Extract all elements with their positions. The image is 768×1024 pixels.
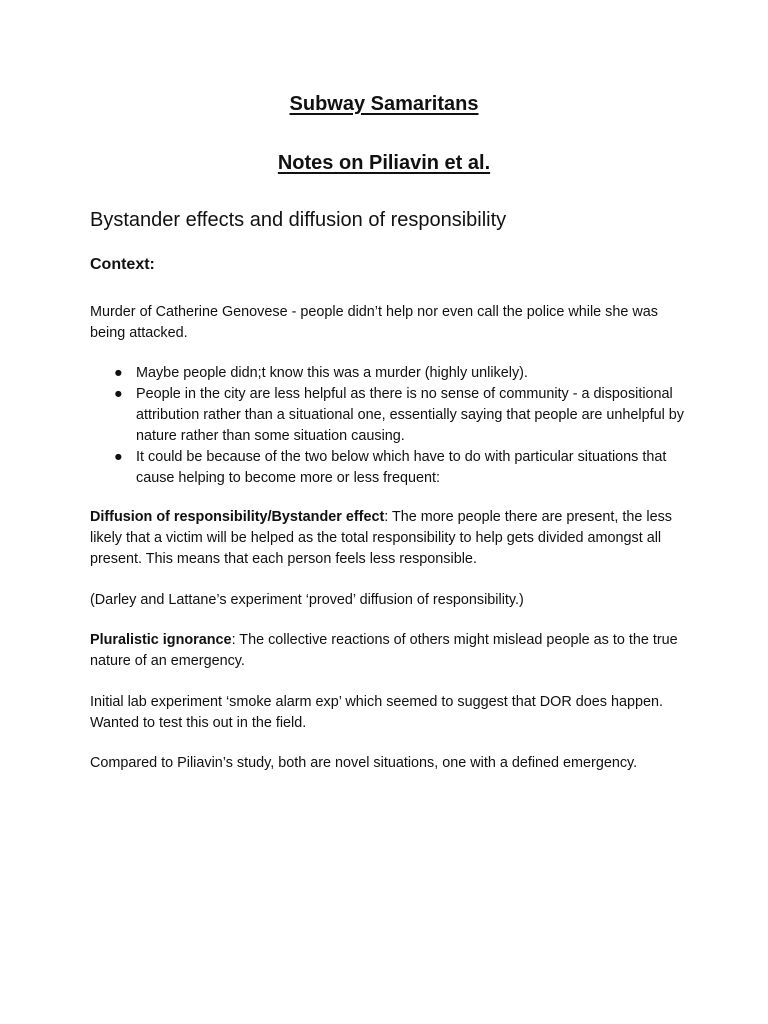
compared-paragraph: Compared to Piliavin’s study, both are novel situations, one with a defined emergency. [90,755,638,771]
bullet-icon: ● [114,386,123,402]
initial-paragraph: Initial lab experiment ‘smoke alarm exp’ which seemed to suggest that DOR does happen. Wanted to test this out in the field. [90,694,663,731]
murder-paragraph: Murder of Catherine Genovese - people didn’t help nor even call the police while she was being attacked. [90,304,658,341]
pluralistic-text: : The collective reactions of others might mislead people as to the true nature of an emergency. [90,632,678,669]
list-item-text: It could be because of the two below which have to do with particular situations that cause helping to become more or less frequent: [136,449,667,486]
diffusion-paragraph [90,507,690,570]
section-heading: Bystander effects and diffusion of responsibility [90,209,507,231]
list-item [90,447,690,489]
bullet-list [90,363,690,489]
bullet-icon: ● [114,365,123,381]
diffusion-text: : The more people there are present, the less likely that a victim will be helped as the total responsibility to help gets divided amongst all present. This means that each person feels less responsible. [90,509,672,567]
document-subtitle: Notes on Piliavin et al. [277,152,491,174]
bullet-icon: ● [114,449,123,465]
list-item [90,384,690,447]
diffusion-term: Diffusion of responsibility/Bystander effect [90,509,385,525]
pluralistic-paragraph [90,630,690,672]
context-label: Context: [90,256,155,273]
document-title: Subway Samaritans [289,93,479,115]
list-item-text: People in the city are less helpful as there is no sense of community - a dispositional attribution rather than a situational one, essentially saying that people are unhelpful by nature rather than some situation causing. [136,386,685,444]
darley-paragraph: (Darley and Lattane’s experiment ‘proved’ diffusion of responsibility.) [90,592,524,608]
list-item [90,363,690,384]
pluralistic-term: Pluralistic ignorance [90,632,232,648]
list-item-text: Maybe people didn;t know this was a murder (highly unlikely). [136,365,528,381]
